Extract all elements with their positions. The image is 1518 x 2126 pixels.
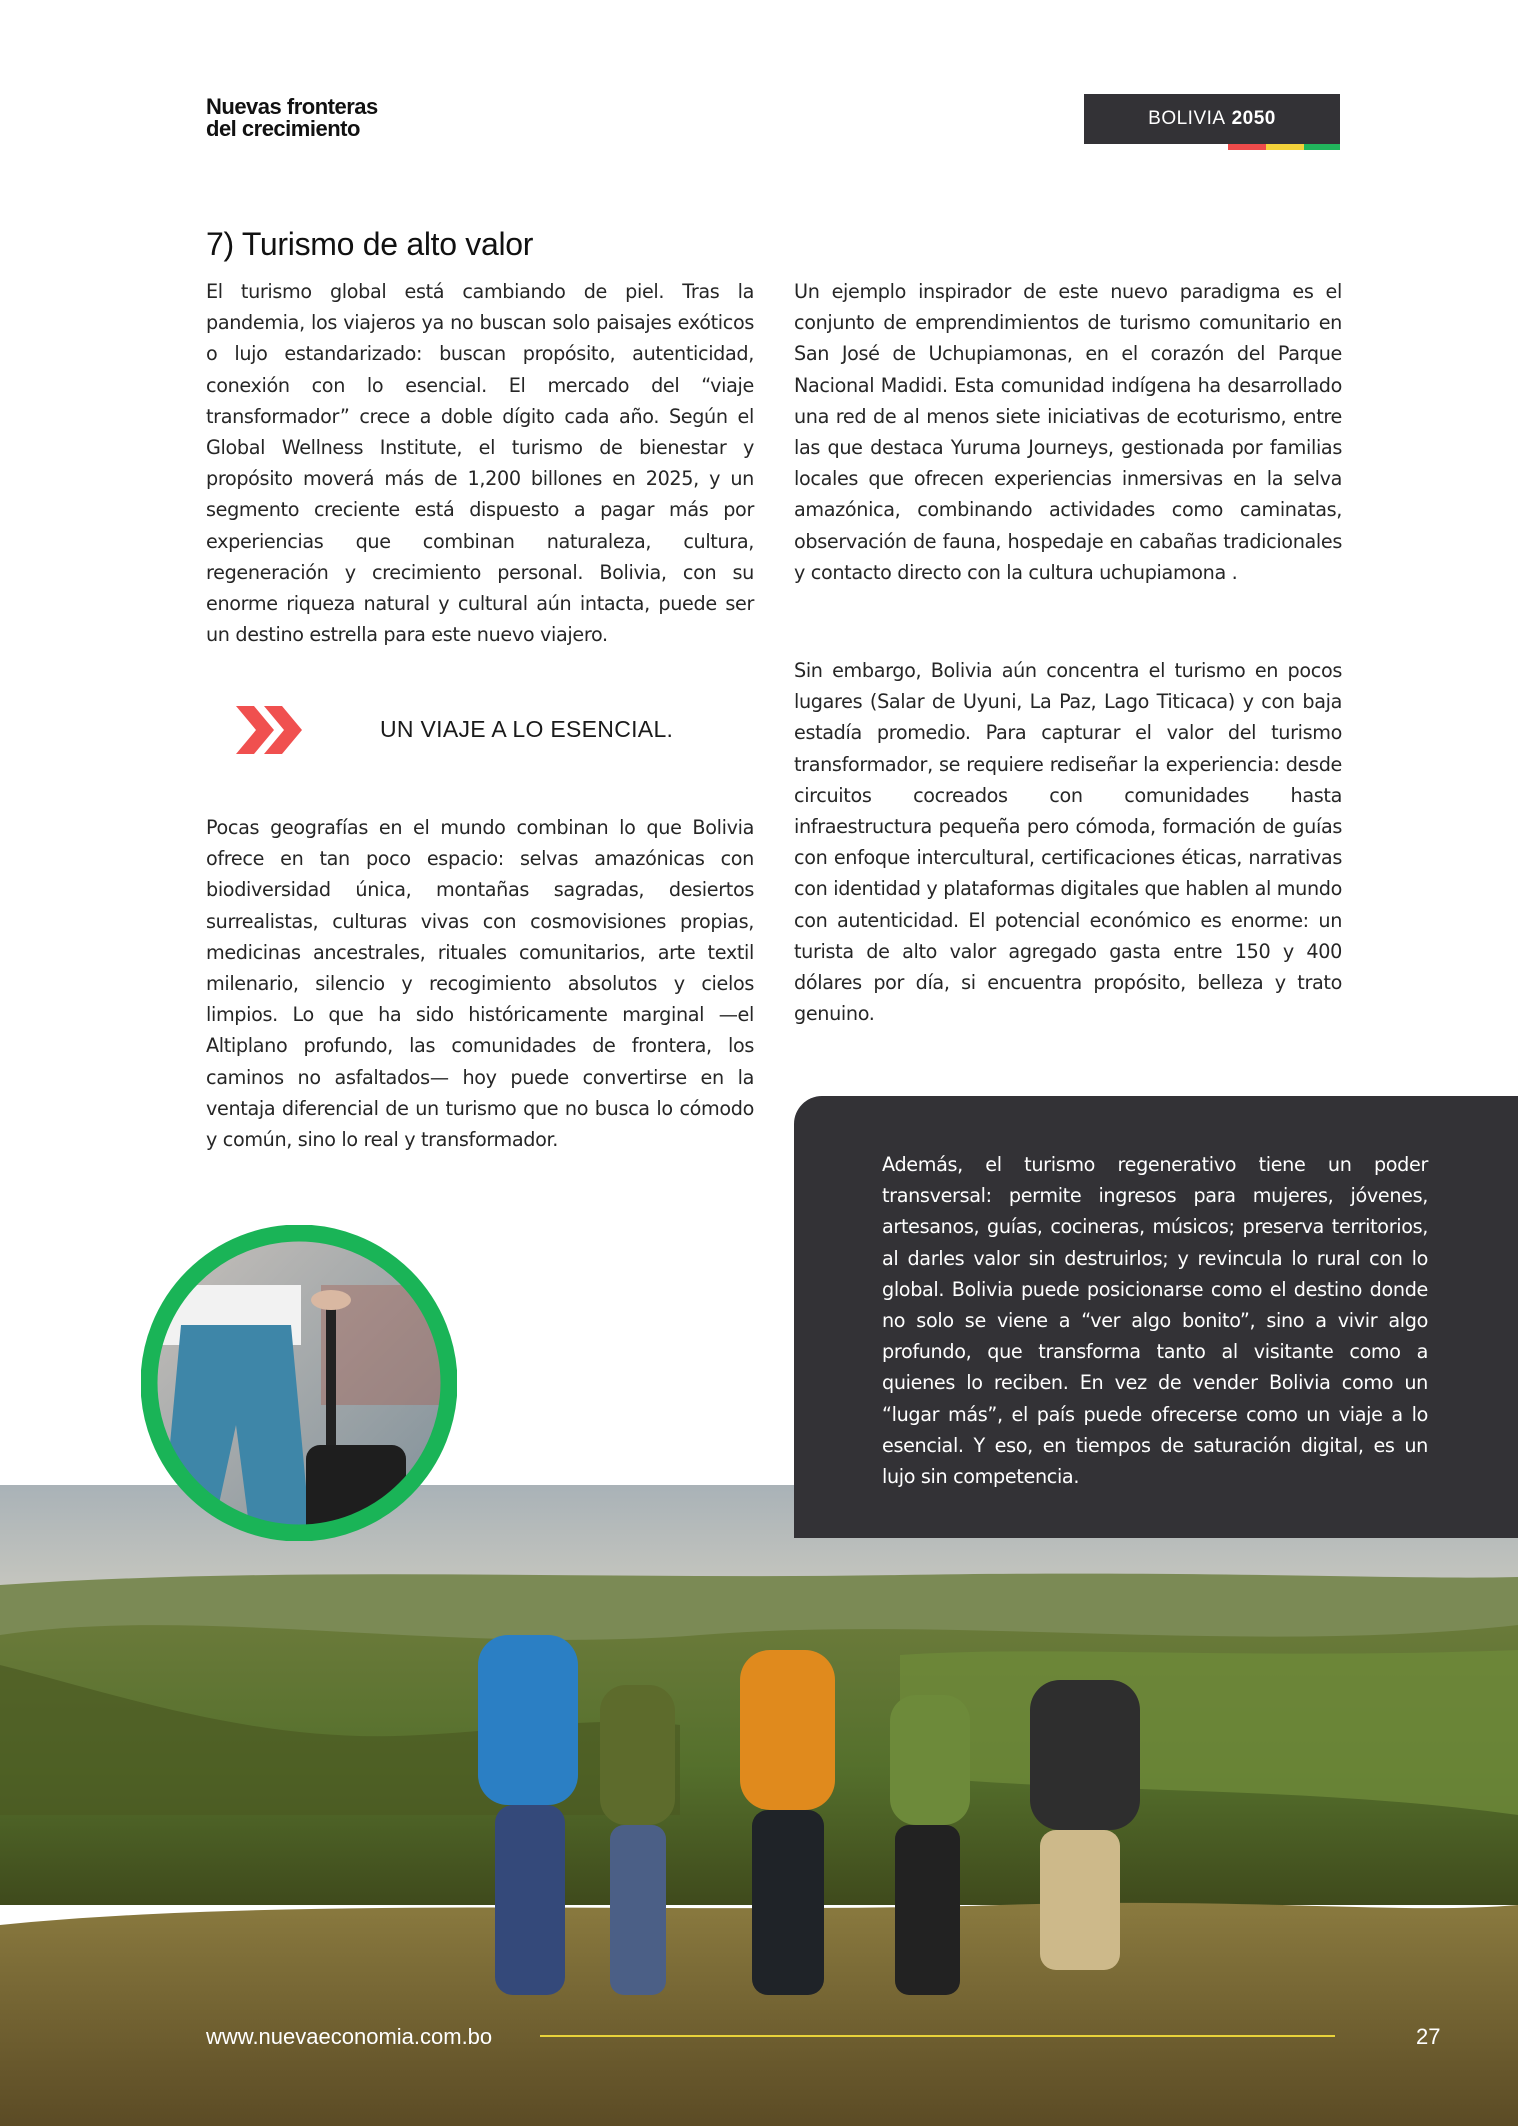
flag-stripe-yellow bbox=[1266, 144, 1304, 150]
page-number: 27 bbox=[1416, 2024, 1441, 2049]
traveler-suitcase-photo bbox=[141, 1225, 457, 1541]
flag-stripe-red bbox=[1228, 144, 1266, 150]
badge-year: 2050 bbox=[1231, 108, 1276, 129]
callout bbox=[206, 700, 754, 760]
bolivia-2050-badge bbox=[1084, 94, 1340, 144]
right-paragraph-2: Sin embargo, Bolivia aún concentra el turismo en pocos lugares (Salar de Uyuni, La Paz, Lago Titicaca) y con baja estadía promedio. Para capturar el valor del turismo transformador, se requiere rediseñar la experiencia: desde circuitos cocreados con comunidades hasta infraestructura pequeña pero cómoda, formación de guías con enfoque intercultural, certificaciones éticas, narrativas con identidad y plataformas digitales que hablen al mundo con autenticidad. El potencial económico es enorme: un turista de alto valor agregado gasta entre 150 y 400 dólares por día, si encuentra propósito, belleza y trato genuino. bbox=[794, 659, 1342, 1026]
publication-brand bbox=[206, 96, 466, 140]
left-paragraph-2: Pocas geografías en el mundo combinan lo que Bolivia ofrece en tan poco espacio: selvas amazónicas con biodiversidad única, montañas sagradas, desiertos surrealistas, culturas vivas con cosmovisiones propias, medicinas ancestrales, rituales comunitarios, arte textil milenario, silencio y recogimiento absolutos y cielos limpios. Lo que ha sido históricamente marginal —el Altiplano profundo, las comunidades de frontera, los caminos no asfaltados— hoy puede convertirse en la ventaja diferencial de un turismo que no busca lo cómodo y común, sino lo real y transformador. bbox=[206, 816, 754, 1152]
brand-line-1: Nuevas fronteras bbox=[206, 94, 378, 119]
left-paragraph-1: El turismo global está cambiando de piel. Tras la pandemia, los viajeros ya no buscan solo paisajes exóticos o lujo estandarizado: buscan propósito, autenticidad, conexión con lo esencial. El mercado del “viaje transformador” crece a doble dígito cada año. Según el Global Wellness Institute, el turismo de bienestar y propósito moverá más de 1,200 billones en 2025, y un segmento creciente está dispuesto a pagar más por experiencias que combinan naturaleza, cultura, regeneración y crecimiento personal. Bolivia, con su enorme riqueza natural y cultural aún intacta, puede ser un destino estrella para este nuevo viajero. bbox=[206, 280, 754, 647]
footer-url[interactable]: www.nuevaeconomia.com.bo bbox=[206, 2024, 493, 2049]
flag-stripe-green bbox=[1304, 144, 1340, 150]
right-paragraph-1: Un ejemplo inspirador de este nuevo paradigma es el conjunto de emprendimientos de turismo comunitario en San José de Uchupiamonas, en el corazón del Parque Nacional Madidi. Esta comunidad indígena ha desarrollado una red de al menos siete iniciativas de ecoturismo, entre las que destaca Yuruma Journeys, gestionada por familias locales que ofrecen experiencias inmersivas en la selva amazónica, combinando actividades como caminatas, observación de fauna, hospedaje en cabañas tradicionales y contacto directo con la cultura uchupiamona . bbox=[794, 280, 1342, 584]
double-chevron-right-icon bbox=[236, 706, 308, 754]
brand-line-2: del crecimiento bbox=[206, 116, 360, 141]
footer-divider bbox=[540, 2035, 1335, 2037]
badge-text: BOLIVIA bbox=[1148, 108, 1226, 129]
dark-panel-paragraph: Además, el turismo regenerativo tiene un poder transversal: permite ingresos para mujeres, jóvenes, artesanos, guías, cocineras, músicos; preserva territorios, al darles valor sin destruirlos; y revincula lo rural con lo global. Bolivia puede posicionarse como el destino donde no solo se viene a “ver algo bonito”, sino a vivir algo profundo, que transforma tanto al visitante como a quienes lo reciben. En vez de vender Bolivia como un “lugar más”, el país puede ofrecerse como un viaje a lo esencial. Y eso, en tiempos de saturación digital, es un lujo sin competencia. bbox=[882, 1153, 1428, 1489]
callout-text: UN VIAJE A LO ESENCIAL. bbox=[380, 716, 674, 742]
section-title: 7) Turismo de alto valor bbox=[206, 226, 534, 262]
